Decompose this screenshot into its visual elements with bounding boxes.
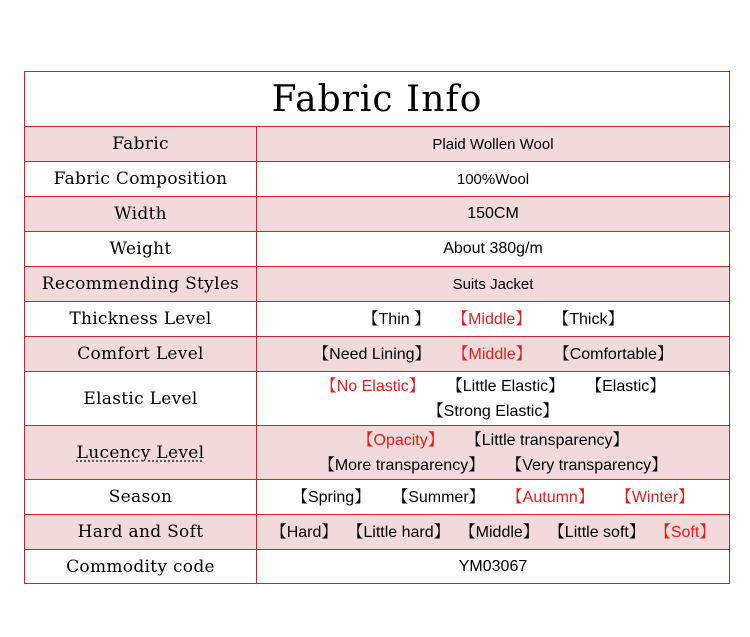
- row-value: 150CM: [467, 205, 519, 222]
- row-label: Hard and Soft: [25, 515, 257, 549]
- table-title: Fabric Info: [25, 72, 729, 127]
- option-winter-selected: 【Winter】: [615, 488, 695, 506]
- option-hard: 【Hard】: [270, 523, 338, 541]
- option-line: [321, 374, 666, 399]
- option-line: [363, 307, 624, 332]
- option-need-lining: 【Need Lining】: [313, 345, 431, 363]
- row-value-cell: [257, 162, 729, 196]
- option-spring: 【Spring】: [291, 488, 371, 506]
- row-value: YM03067: [458, 557, 528, 575]
- option-comfortable: 【Comfortable】: [553, 345, 673, 363]
- option-line: [319, 453, 667, 478]
- option-strong-elastic: 【Strong Elastic】: [427, 402, 559, 420]
- option-middle-selected: 【Middle】: [452, 310, 532, 328]
- option-line: [292, 485, 694, 510]
- option-more-transparency: 【More transparency】: [318, 456, 485, 474]
- row-value-cell: [257, 550, 729, 583]
- table-row-comfort: [25, 337, 729, 372]
- table-row-thickness: [25, 302, 729, 337]
- row-value: [432, 136, 553, 153]
- option-little-elastic: 【Little Elastic】: [446, 377, 565, 395]
- row-label: Weight: [25, 232, 257, 266]
- row-value-cell: [257, 426, 729, 479]
- fabric-info-table: [24, 71, 730, 584]
- option-summer: 【Summer】: [392, 488, 485, 506]
- row-value-cell: [257, 372, 729, 425]
- row-value-cell: [257, 232, 729, 266]
- table-row-composition: [25, 162, 729, 197]
- option-little-soft: 【Little soft】: [548, 523, 645, 541]
- row-label: Elastic Level: [25, 372, 257, 425]
- option-line: [358, 428, 629, 453]
- row-value-cell: [257, 197, 729, 231]
- row-label: [25, 426, 257, 479]
- option-very-transparency: 【Very transparency】: [506, 456, 668, 474]
- row-value-cell: [257, 302, 729, 336]
- row-value-cell: [257, 515, 729, 549]
- table-row-styles: [25, 267, 729, 302]
- option-little-hard: 【Little hard】: [347, 523, 450, 541]
- option-autumn-selected: 【Autumn】: [506, 488, 594, 506]
- row-value-cell: [257, 267, 729, 301]
- option-line: [313, 342, 673, 367]
- table-row-hard-soft: [25, 515, 729, 550]
- row-value-cell: [257, 480, 729, 514]
- option-little-transparency: 【Little transparency】: [465, 431, 629, 449]
- option-elastic: 【Elastic】: [586, 377, 666, 395]
- row-label: Width: [25, 197, 257, 231]
- fabric-value-text: Plaid Wollen Wool: [432, 135, 554, 153]
- table-row-elastic: [25, 372, 729, 426]
- row-label: Fabric: [25, 127, 257, 161]
- row-value: About 380g/m: [443, 240, 543, 257]
- option-line: [271, 520, 716, 545]
- table-row-commodity-code: [25, 550, 729, 583]
- row-label: Recommending Styles: [25, 267, 257, 301]
- option-no-elastic-selected: 【No Elastic】: [320, 377, 425, 395]
- option-thin: 【Thin 】: [362, 310, 431, 328]
- option-opacity-selected: 【Opacity】: [357, 431, 444, 449]
- row-label: Commodity code: [25, 550, 257, 583]
- table-row-weight: [25, 232, 729, 267]
- row-label: Season: [25, 480, 257, 514]
- row-label: Fabric Composition: [25, 162, 257, 196]
- row-value-cell: [257, 337, 729, 371]
- row-value-cell: [257, 127, 729, 161]
- row-label: Thickness Level: [25, 302, 257, 336]
- table-row-season: [25, 480, 729, 515]
- option-middle: 【Middle】: [459, 523, 539, 541]
- option-soft-selected: 【Soft】: [654, 523, 716, 541]
- option-thick: 【Thick】: [553, 310, 624, 328]
- row-value: 100%Wool: [456, 170, 530, 188]
- lucency-label-text: Lucency Level: [76, 442, 205, 463]
- table-row-width: [25, 197, 729, 232]
- row-label: Comfort Level: [25, 337, 257, 371]
- option-line: [428, 399, 559, 424]
- table-row-fabric: [25, 127, 729, 162]
- option-middle-selected: 【Middle】: [452, 345, 532, 363]
- row-value: Suits Jacket: [452, 275, 534, 293]
- table-row-lucency: [25, 426, 729, 480]
